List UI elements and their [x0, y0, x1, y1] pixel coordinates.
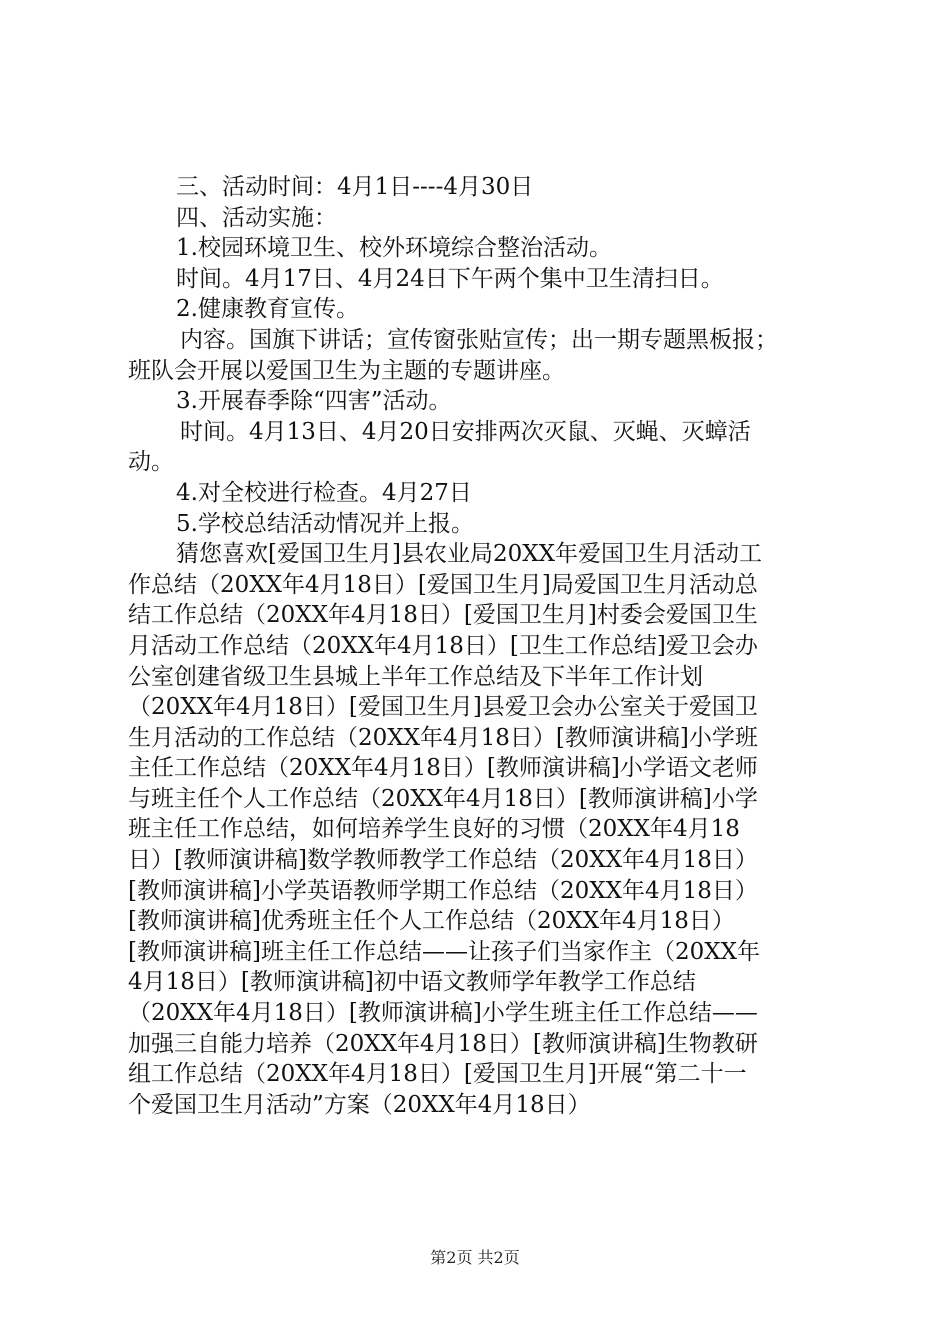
- item-2-content-line: 内容。国旗下讲话；宣传窗张贴宣传；出一期专题黑板报；: [180, 326, 778, 353]
- related-articles-line: （20XX年4月18日）[教师演讲稿]小学生班主任工作总结——: [128, 1000, 758, 1027]
- related-articles-line: 主任工作总结（20XX年4月18日）[教师演讲稿]小学语文老师: [128, 755, 758, 782]
- item-5-line: 5.学校总结活动情况并上报。: [176, 510, 474, 537]
- related-articles-line: 作总结（20XX年4月18日）[爱国卫生月]局爱国卫生月活动总: [128, 571, 758, 598]
- related-articles-line: 公室创建省级卫生县城上半年工作总结及下半年工作计划: [128, 663, 703, 690]
- related-articles-line: 与班主任个人工作总结（20XX年4月18日）[教师演讲稿]小学: [128, 785, 758, 812]
- related-articles-line: 4月18日）[教师演讲稿]初中语文教师学年教学工作总结: [128, 969, 696, 996]
- item-4-line: 4.对全校进行检查。4月27日: [176, 479, 472, 506]
- item-2-line: 2.健康教育宣传。: [176, 296, 359, 323]
- item-1-time-line: 时间。4月17日、4月24日下午两个集中卫生清扫日。: [176, 265, 724, 292]
- item-3-time-continued: 动。: [128, 449, 174, 476]
- related-articles-line: 组工作总结（20XX年4月18日）[爱国卫生月]开展“第二十一: [128, 1061, 747, 1088]
- related-articles-line: 个爱国卫生月活动”方案（20XX年4月18日）: [128, 1091, 591, 1118]
- related-articles-line: [教师演讲稿]班主任工作总结——让孩子们当家作主（20XX年: [128, 938, 760, 965]
- item-1-line: 1.校园环境卫生、校外环境综合整治活动。: [176, 235, 612, 262]
- related-articles-line: [教师演讲稿]小学英语教师学期工作总结（20XX年4月18日）: [128, 877, 758, 904]
- item-3-time-line: 时间。4月13日、4月20日安排两次灭鼠、灭蝇、灭蟑活: [180, 418, 751, 445]
- related-articles-line: 猜您喜欢[爱国卫生月]县农业局20XX年爱国卫生月活动工: [176, 541, 762, 568]
- activity-time-line: 三、活动时间：4月1日----4月30日: [176, 174, 534, 200]
- related-articles-line: 日）[教师演讲稿]数学教师教学工作总结（20XX年4月18日）: [128, 847, 758, 874]
- page-number-footer: 第2页 共2页: [430, 1248, 520, 1267]
- item-2-content-continued: 班队会开展以爱国卫生为主题的专题讲座。: [128, 357, 565, 384]
- document-body: [128, 172, 840, 1120]
- related-articles-line: 班主任工作总结，如何培养学生良好的习惯（20XX年4月18: [128, 816, 740, 843]
- related-articles-line: （20XX年4月18日）[爱国卫生月]县爱卫会办公室关于爱国卫: [128, 694, 758, 721]
- related-articles-line: [教师演讲稿]优秀班主任个人工作总结（20XX年4月18日）: [128, 908, 735, 935]
- related-articles-line: 月活动工作总结（20XX年4月18日）[卫生工作总结]爱卫会办: [128, 632, 758, 659]
- activity-implementation-heading: 四、活动实施：: [176, 204, 337, 231]
- related-articles-line: 生月活动的工作总结（20XX年4月18日）[教师演讲稿]小学班: [128, 724, 758, 751]
- item-3-line: 3.开展春季除“四害”活动。: [176, 388, 452, 415]
- related-articles-line: 结工作总结（20XX年4月18日）[爱国卫生月]村委会爱国卫生: [128, 602, 758, 629]
- related-articles-line: 加强三自能力培养（20XX年4月18日）[教师演讲稿]生物教研: [128, 1030, 758, 1057]
